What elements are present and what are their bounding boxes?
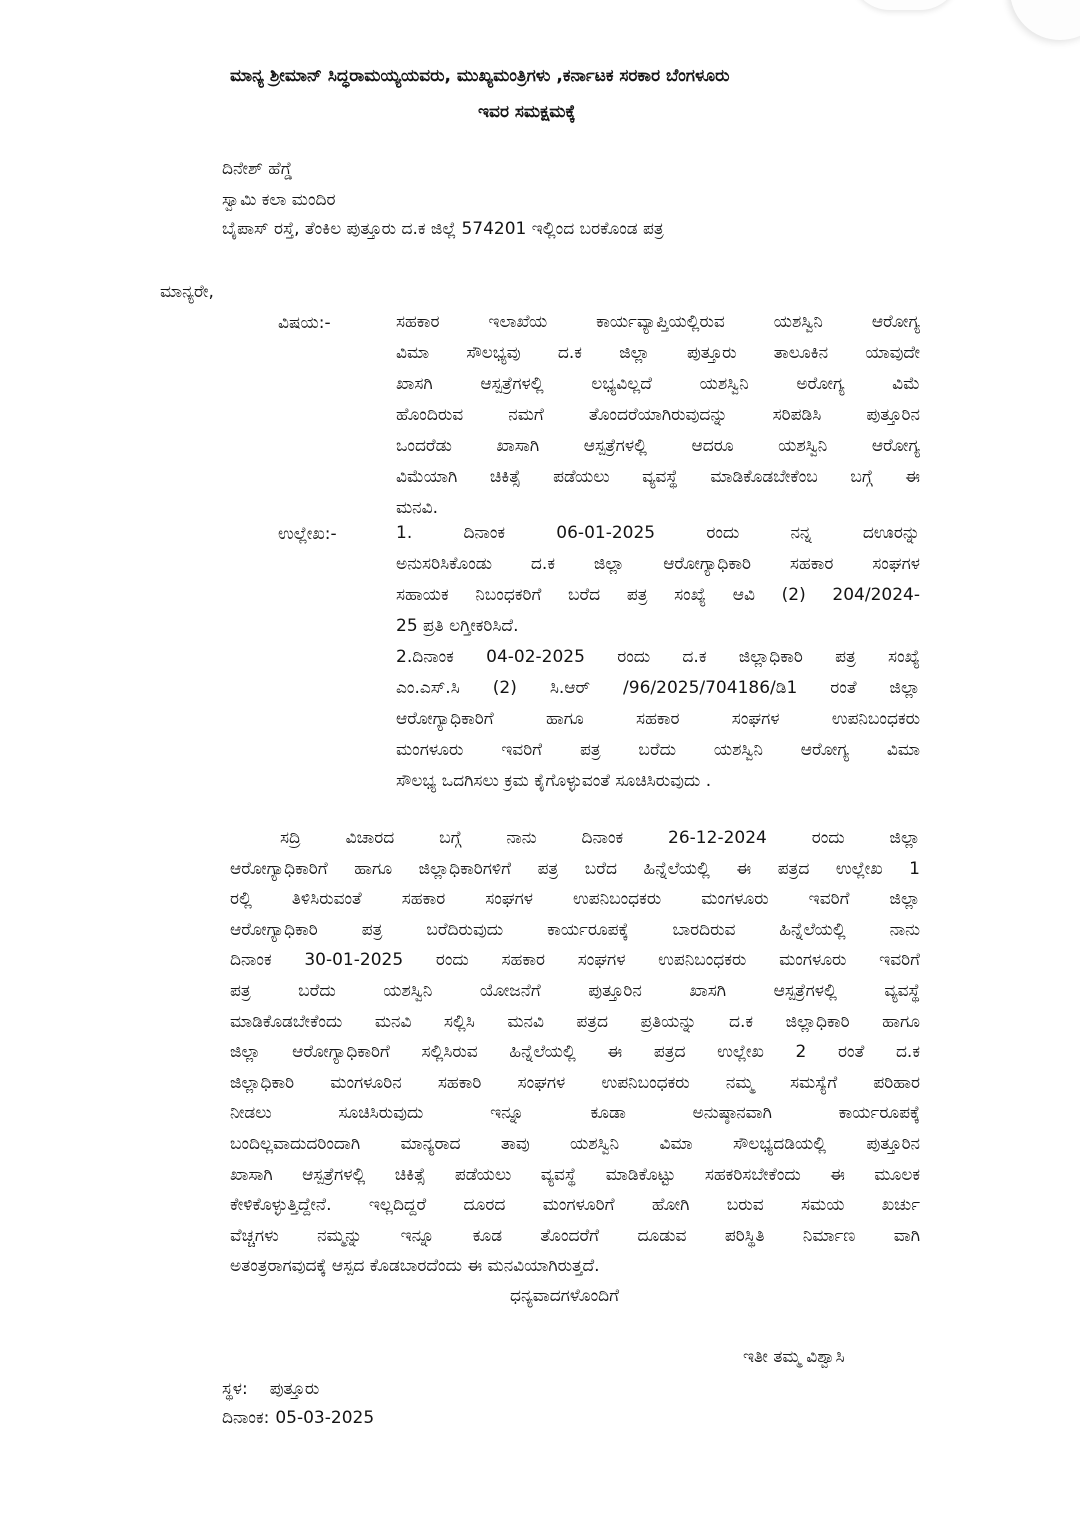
reference-line: 25 ಪ್ರತಿ ಲಗ್ತೀಕರಿಸಿದೆ. [396, 616, 519, 636]
body-line: ದಿನಾಂಕ 30-01-2025 ರಂದು ಸಹಕಾರ ಸಂಘಗಳ ಉಪನಿಬಂಧಕರು ಮಂಗಳೂರು ಇವರಿಗೆ [230, 950, 920, 971]
reference-label: ಉಲ್ಲೇಖ:- [278, 524, 337, 544]
signoff-line: ಇತೀ ತಮ್ಮ ವಿಶ್ವಾಸಿ [743, 1347, 845, 1367]
body-line: ವೆಚ್ಚಗಳು ನಮ್ಮನ್ನು ಇನ್ನೂ ಕೂಡ ತೊಂದರೆಗೆ ದೂಡುವ ಪರಿಸ್ಥಿತಿ ನಿರ್ಮಾಣ ವಾಗಿ [230, 1225, 920, 1246]
addressee-line-1: ಮಾನ್ಯ ಶ್ರೀಮಾನ್ ಸಿದ್ಧರಾಮಯ್ಯಯವರು, ಮುಖ್ಯಮಂತ್ರಿಗಳು ,ಕರ್ನಾಟಕ ಸರಕಾರ ಬೆಂಗಳೂರು [230, 66, 730, 86]
body-line: ಮಾಡಿಕೊಡಬೇಕೆಂದು ಮನವಿ ಸಲ್ಲಿಸಿ ಮನವಿ ಪತ್ರದ ಪ್ರತಿಯನ್ನು ದ.ಕ ಜಿಲ್ಲಾಧಿಕಾರಿ ಹಾಗೂ [230, 1011, 920, 1032]
body-line: ಸದ್ರಿ ವಿಚಾರದ ಬಗ್ಗೆ ನಾನು ದಿನಾಂಕ 26-12-2024 ರಂದು ಜಿಲ್ಲಾ [280, 828, 920, 848]
reference-line: 2.ದಿನಾಂಕ 04-02-2025 ರಂದು ದ.ಕ ಜಿಲ್ಲಾಧಿಕಾರಿ ಪತ್ರ ಸಂಖ್ಯೆ [396, 647, 920, 667]
body-line: ಆರೋಗ್ಯಾಧಿಕಾರಿ ಪತ್ರ ಬರೆದಿರುವುದು ಕಾರ್ಯರೂಪಕ್ಕೆ ಬಾರದಿರುವ ಹಿನ್ನೆಲೆಯಲ್ಲಿ ನಾನು [230, 919, 920, 940]
reference-line: ಆರೋಗ್ಯಾಧಿಕಾರಿಗೆ ಹಾಗೂ ಸಹಕಾರ ಸಂಘಗಳ ಉಪನಿಬಂಧಕರು [396, 709, 920, 729]
body-line: ಜಿಲ್ಲಾ ಆರೋಗ್ಯಾಧಿಕಾರಿಗೆ ಸಲ್ಲಿಸಿರುವ ಹಿನ್ನೆಲೆಯಲ್ಲಿ ಈ ಪತ್ರದ ಉಲ್ಲೇಖ 2 ರಂತೆ ದ.ಕ [230, 1042, 920, 1063]
sender-address: ಬೈಪಾಸ್ ರಸ್ತೆ, ತೆಂಕಿಲ ಪುತ್ತೂರು ದ.ಕ ಜಿಲ್ಲೆ 574201 ಇಲ್ಲಿಂದ ಬರಕೊಂಡ ಪತ್ರ [222, 219, 664, 239]
subject-line: ಸಹಕಾರ ಇಲಾಖೆಯ ಕಾರ್ಯವ್ಯಾಪ್ತಿಯಲ್ಲಿರುವ ಯಶಸ್ವಿನಿ ಆರೋಗ್ಯ [396, 312, 920, 332]
subject-line: ಖಾಸಗಿ ಆಸ್ಪತ್ರೆಗಳಲ್ಲಿ ಲಭ್ಯವಿಲ್ಲದೆ ಯಶಸ್ವಿನಿ ಅರೋಗ್ಯ ವಿಮೆ [396, 374, 920, 394]
subject-line: ಒಂದರೆಡು ಖಾಸಾಗಿ ಆಸ್ಪತ್ರೆಗಳಲ್ಲಿ ಆದರೂ ಯಶಸ್ವಿನಿ ಆರೋಗ್ಯ [396, 436, 920, 456]
subject-line: ಹೊಂದಿರುವ ನಮಗೆ ತೊಂದರೆಯಾಗಿರುವುದನ್ನು ಸರಿಪಡಿಸಿ ಪುತ್ತೂರಿನ [396, 405, 920, 425]
body-line: ನೀಡಲು ಸೂಚಿಸಿರುವುದು ಇನ್ನೂ ಕೂಡಾ ಅನುಷ್ಠಾನವಾಗಿ ಕಾರ್ಯರೂಪಕ್ಕೆ [230, 1103, 920, 1124]
reference-text [396, 518, 920, 797]
place-value: ಪುತ್ತೂರು [269, 1379, 320, 1399]
addressee-line-2: ಇವರ ಸಮಕ್ಷಮಕ್ಕೆ [478, 102, 576, 122]
body-paragraph [230, 823, 920, 1282]
date-label: ದಿನಾಂಕ: [222, 1408, 270, 1428]
reference-line: ಮಂಗಳೂರು ಇವರಿಗೆ ಪತ್ರ ಬರೆದು ಯಶಸ್ವಿನಿ ಆರೋಗ್ಯ ವಿಮಾ [396, 740, 920, 760]
reference-line: ಸೌಲಭ್ಯ ಒದಗಿಸಲು ಕ್ರಮ ಕೈಗೊಳ್ಳುವಂತೆ ಸೂಚಿಸಿರುವುದು . [396, 771, 712, 791]
body-line: ಕೇಳಿಕೊಳ್ಳುತ್ತಿದ್ದೇನೆ. ಇಲ್ಲದಿದ್ದರೆ ದೂರದ ಮಂಗಳೂರಿಗೆ ಹೋಗಿ ಬರುವ ಸಮಯ ಖರ್ಚು [230, 1195, 920, 1216]
body-line: ಜಿಲ್ಲಾಧಿಕಾರಿ ಮಂಗಳೂರಿನ ಸಹಕಾರಿ ಸಂಘಗಳ ಉಪನಿಬಂಧಕರು ನಮ್ಮ ಸಮಸ್ಯೆಗೆ ಪರಿಹಾರ [230, 1072, 920, 1093]
subject-text [396, 307, 920, 524]
reference-line: 1. ದಿನಾಂಕ 06-01-2025 ರಂದು ನನ್ನ ದಊರನ್ನು [396, 523, 920, 543]
place-label: ಸ್ಥಳ: [222, 1379, 248, 1399]
body-line: ಬಂದಿಲ್ಲವಾದುದರಿಂದಾಗಿ ಮಾನ್ಯರಾದ ತಾವು ಯಶಸ್ವಿನಿ ವಿಮಾ ಸೌಲಭ್ಯದಡಿಯಲ್ಲಿ ಪುತ್ತೂರಿನ [230, 1133, 920, 1154]
subject-line: ವಿಮಾ ಸೌಲಭ್ಯವು ದ.ಕ ಜಿಲ್ಲಾ ಪುತ್ತೂರು ತಾಲೂಕಿನ ಯಾವುದೇ [396, 343, 920, 363]
body-line: ಆರೋಗ್ಯಾಧಿಕಾರಿಗೆ ಹಾಗೂ ಜಿಲ್ಲಾಧಿಕಾರಿಗಳಿಗೆ ಪತ್ರ ಬರೆದ ಹಿನ್ನೆಲೆಯಲ್ಲಿ ಈ ಪತ್ರದ ಉಲ್ಲೇಖ 1 [230, 858, 920, 879]
body-line: ಖಾಸಾಗಿ ಆಸ್ಪತ್ರೆಗಳಲ್ಲಿ ಚಿಕಿತ್ಸೆ ಪಡೆಯಲು ವ್ಯವಸ್ಥೆ ಮಾಡಿಕೊಟ್ಟು ಸಹಕರಿಸಬೇಕೆಂದು ಈ ಮೂಲಕ [230, 1164, 920, 1185]
body-line: ಅತಂತ್ರರಾಗವುದಕ್ಕೆ ಆಸ್ಪದ ಕೊಡಬಾರದೆಂದು ಈ ಮನವಿಯಾಗಿರುತ್ತದೆ. [230, 1256, 600, 1277]
reference-line: ಎಂ.ಎಸ್.ಸಿ (2) ಸಿ.ಆರ್ /96/2025/704186/ಡಿ1 ರಂತೆ ಜಿಲ್ಲಾ [396, 678, 920, 698]
salutation: ಮಾನ್ಯರೇ, [160, 282, 214, 302]
sender-name: ದಿನೇಶ್ ಹೆಗ್ಡೆ [222, 159, 293, 179]
subject-label: ವಿಷಯ:- [278, 313, 331, 333]
sender-organization: ಸ್ವಾಮಿ ಕಲಾ ಮಂದಿರ [222, 190, 336, 210]
date-line [222, 1405, 374, 1431]
subject-line: ವಿಮೆಯಾಗಿ ಚಿಕಿತ್ಸೆ ಪಡೆಯಲು ವ್ಯವಸ್ಥೆ ಮಾಡಿಕೊಡಬೇಕೆಂಬ ಬಗ್ಗೆ ಈ [396, 467, 920, 487]
body-line: ರಲ್ಲಿ ತಿಳಿಸಿರುವಂತೆ ಸಹಕಾರ ಸಂಘಗಳ ಉಪನಿಬಂಧಕರು ಮಂಗಳೂರು ಇವರಿಗೆ ಜಿಲ್ಲಾ [230, 889, 920, 910]
reference-line: ಅನುಸರಿಸಿಕೊಂಡು ದ.ಕ ಜಿಲ್ಲಾ ಆರೋಗ್ಯಾಧಿಕಾರಿ ಸಹಕಾರ ಸಂಘಗಳ [396, 554, 920, 574]
place-line [222, 1376, 319, 1402]
subject-line: ಮನವಿ. [396, 498, 438, 518]
thanks-line: ಧನ್ಯವಾದಗಳೊಂದಿಗೆ [510, 1286, 620, 1306]
reference-line: ಸಹಾಯಕ ನಿಬಂಧಕರಿಗೆ ಬರೆದ ಪತ್ರ ಸಂಖ್ಯೆ ಆವಿ (2) 204/2024- [396, 585, 920, 605]
date-value: 05-03-2025 [275, 1408, 375, 1428]
body-line: ಪತ್ರ ಬರೆದು ಯಶಸ್ವಿನಿ ಯೋಜನೆಗೆ ಪುತ್ತೂರಿನ ಖಾಸಗಿ ಆಸ್ಪತ್ರೆಗಳಲ್ಲಿ ವ್ಯವಸ್ಥೆ [230, 980, 920, 1001]
